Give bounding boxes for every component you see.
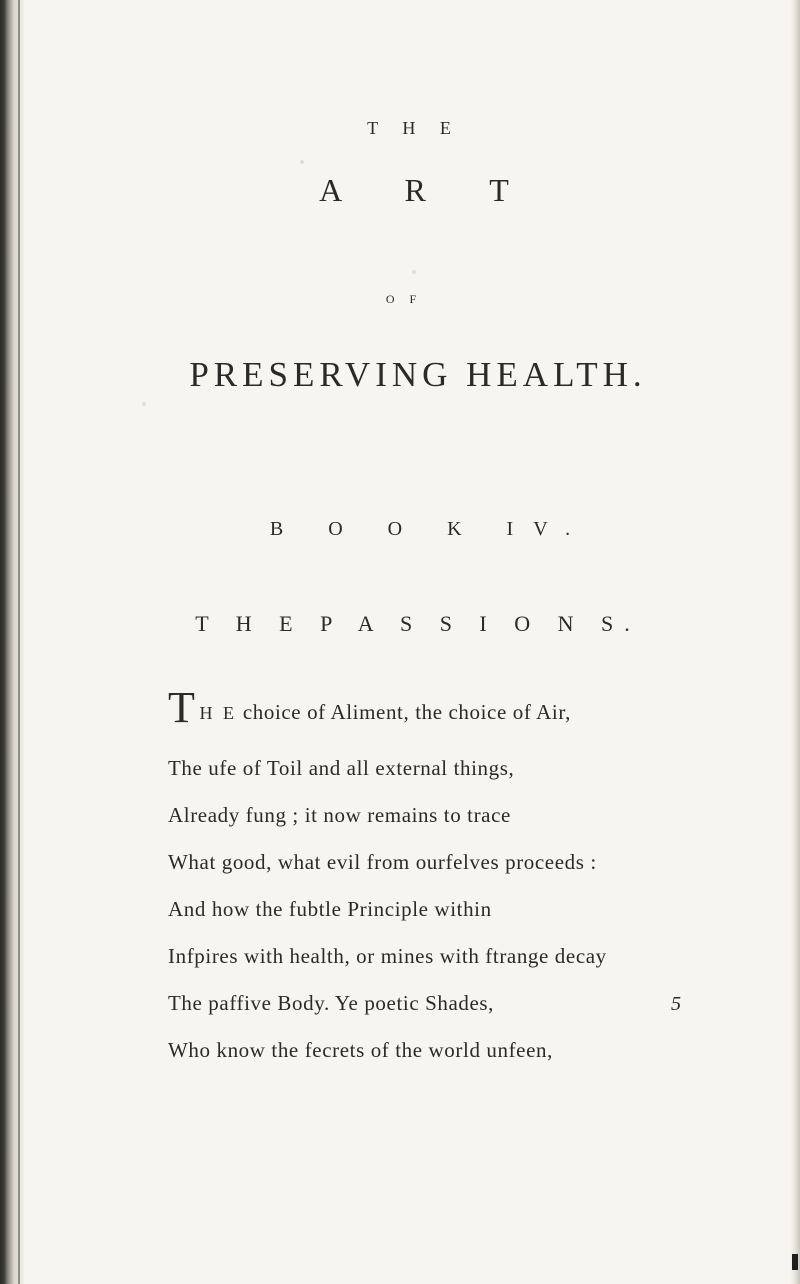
verse-line: The paffive Body. Ye poetic Shades,: [168, 991, 495, 1015]
section-heading: T H E P A S S I O N S.: [195, 611, 641, 636]
verse-line: Who know the fecrets of the world unfeen,: [168, 1038, 553, 1062]
title-art: A R T: [319, 172, 537, 208]
verse-line: Already fung ; it now remains to trace: [168, 803, 511, 827]
verse-line: Infpires with health, or mines with ftrange decay: [168, 944, 607, 968]
book-heading: B O O K IV.: [269, 518, 591, 540]
title-of: O F: [385, 292, 423, 306]
verse-line-1: [168, 683, 571, 732]
verse-line: The ufe of Toil and all external things,: [168, 756, 515, 780]
verse-line: And how the fubtle Principle within: [168, 897, 492, 921]
line-number: 5: [671, 993, 681, 1015]
verse-line: What good, what evil from ourfelves proceeds :: [168, 850, 597, 874]
verse-line-text: choice of Aliment, the choice of Air,: [236, 700, 571, 724]
small-caps-text: H E: [199, 703, 237, 723]
title-main: PRESERVING HEALTH.: [189, 355, 647, 394]
drop-cap: T: [168, 683, 196, 732]
title-the: T H E: [367, 118, 461, 138]
